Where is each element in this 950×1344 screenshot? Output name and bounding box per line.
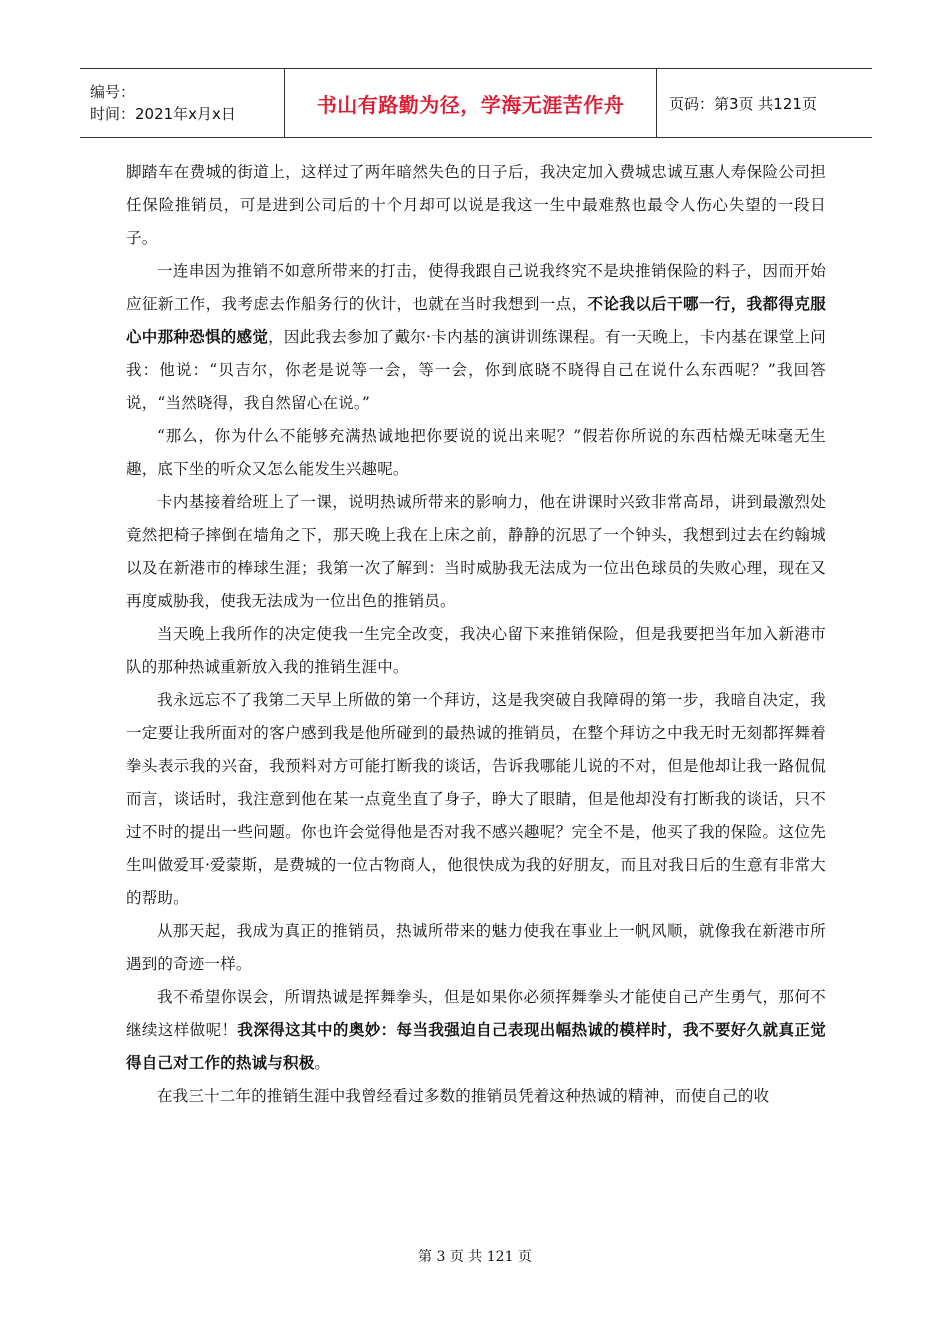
header-meta [80, 69, 284, 137]
motto-text: 书山有路勤为径，学海无涯苦作舟 [316, 92, 625, 117]
number-label: 编号： [90, 83, 136, 101]
paragraph-2-bold: 不论我以后干哪一行，我都得克服心中那种恐惧的感觉 [126, 295, 826, 346]
paragraph-9: 在我三十二年的推销生涯中我曾经看过多数的推销员凭着这种热诚的精神，而使自己的收 [157, 1087, 770, 1105]
paragraph-8 [126, 981, 826, 1080]
footer-page-number: 第 3 页 共 121 页 [418, 1249, 532, 1265]
paragraph-8-bold: 我深得这其中的奥妙：每当我强迫自己表现出幅热诚的模样时，我不要好久就真正觉得自己对工作的热诚与积极 [126, 1021, 827, 1072]
paragraph-1: 脚踏车在费城的街道上，这样过了两年暗然失色的日子后，我决定加入费城忠诚互惠人寿保险公司担任保险推销员，可是进到公司后的十个月却可以说是我这一生中最难熬也最令人伤心失望的一段日子。 [126, 163, 826, 247]
page-label: 页码：第3页 共121页 [669, 94, 817, 113]
document-header [80, 68, 872, 138]
paragraph-7: 从那天起，我成为真正的推销员，热诚所带来的魅力使我在事业上一帆风顺，就像我在新港市所遇到的奇迹一样。 [126, 922, 826, 973]
paragraph-2-text-b: ，因此我去参加了戴尔·卡内基的演讲训练课程。有一天晚上，卡内基在课堂上问我：他说：“贝吉尔，你老是说等一会，等一会，你到底晓不晓得自己在说什么东西呢？”我回答说，“当然晓得，我自然留心在说。” [126, 328, 826, 412]
date-label: 时间：2021年x月x日 [90, 105, 236, 123]
paragraph-8-text-a: 我不希望你误会，所谓热诚是挥舞拳头，但是如果你必须挥舞拳头才能使自己产生勇气，那何不继续这样做呢！ [126, 988, 826, 1039]
paragraph-3: “那么，你为什么不能够充满热诚地把你要说的说出来呢？”假若你所说的东西枯燥无味毫无生趣，底下坐的听众又怎么能发生兴趣呢。 [126, 427, 826, 478]
paragraph-4: 卡内基接着给班上了一课，说明热诚所带来的影响力，他在讲课时兴致非常高昂，讲到最激烈处竟然把椅子摔倒在墙角之下，那天晚上我在上床之前，静静的沉思了一个钟头，我想到过去在约翰城以及在新港市的棒球生涯；我第一次了解到：当时威胁我无法成为一位出色球员的失败心理，现在又再度威胁我，使我无法成为一位出色的推销员。 [126, 493, 826, 610]
document-body [126, 156, 826, 1113]
paragraph-5: 当天晚上我所作的决定使我一生完全改变，我决心留下来推销保险，但是我要把当年加入新港市队的那种热诚重新放入我的推销生涯中。 [126, 625, 826, 676]
page-footer [0, 1246, 950, 1266]
paragraph-2-text-a: 一连串因为推销不如意所带来的打击，使得我跟自己说我终究不是块推销保险的料子，因而开始应征新工作，我考虑去作船务行的伙计，也就在当时我想到一点， [126, 262, 826, 313]
header-motto [284, 69, 657, 137]
header-page-info [657, 69, 872, 137]
paragraph-2 [126, 255, 826, 420]
paragraph-8-text-b: 。 [314, 1054, 331, 1072]
paragraph-6: 我永远忘不了我第二天早上所做的第一个拜访，这是我突破自我障碍的第一步，我暗自决定，我一定要让我所面对的客户感到我是他所碰到的最热诚的推销员，在整个拜访之中我无时无刻都挥舞着拳头表示我的兴奋，我预料对方可能打断我的谈话，告诉我哪能儿说的不对，但是他却让我一路侃侃而言，谈话时，我注意到他在某一点竟坐直了身子，睁大了眼睛，但是他却没有打断我的谈话，只不过不时的提出一些问题。你也许会觉得他是否对我不感兴趣呢？完全不是，他买了我的保险。这位先生叫做爱耳·爱蒙斯，是费城的一位古物商人，他很快成为我的好朋友，而且对我日后的生意有非常大的帮助。 [126, 691, 826, 907]
